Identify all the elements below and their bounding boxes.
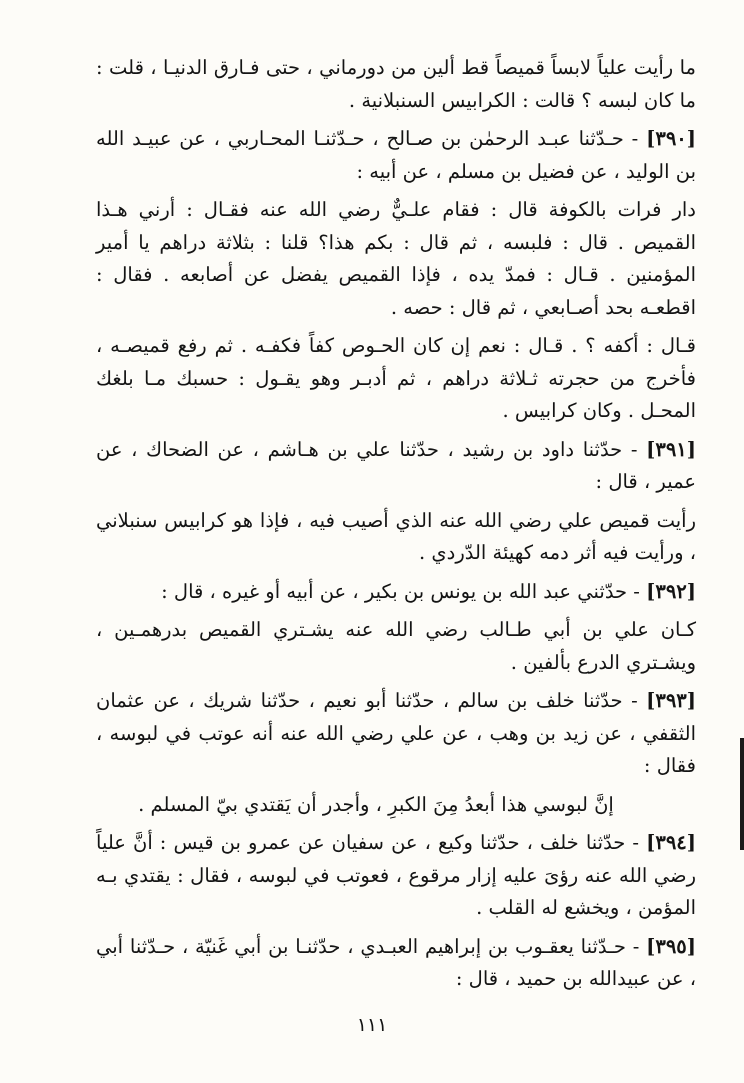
entry-392-number: [٣٩٢] [646,579,696,603]
scan-edge-mark [740,738,744,850]
entry-392-text: - حدّثني عبد الله بن يونس بن بكير ، عن أبيه أو غيره ، قال : [161,579,647,603]
paragraph-6-text: رأيت قميص علي رضي الله عنه الذي أصيب فيه ، فإذا هو كرابيس سنبلاني ، ورأيت فيه أثر دمه كهيئة الدّردي . [96,508,696,564]
paragraph-8 [96,614,696,679]
page-text [96,52,696,1002]
entry-392 [96,576,696,609]
paragraph-4-text: قـال : أكفه ؟ . قـال : نعم إن كان الحـوص كفاً فكفـه . ثم رفع قميصـه ، فأخرج من حجرته ثـلاثة دراهم ، ثم أدبـر وهو يقـول : حسبك مـا بلغك المحـل . وكان كرابيس . [96,334,696,422]
quote-paragraph [96,789,696,822]
entry-395 [96,931,696,996]
quote-text: إنَّ لبوسي هذا أبعدُ مِنَ الكبرِ ، وأجدر أن يَقتدي بيّ المسلم . [138,792,614,816]
paragraph-6 [96,505,696,570]
entry-390-number: [٣٩٠] [646,127,696,150]
page-number: ١١١ [356,1014,388,1036]
entry-393-number: [٣٩٣] [646,689,696,712]
paragraph-8-text: كـان علي بن أبي طـالب رضي الله عنه يشـتري القميص بدرهمـين ، ويشـتري الدرع بألفين . [96,618,696,674]
entry-395-text: - حـدّثنا يعقـوب بن إبراهيم العبـدي ، حدّثنـا بن أبي غَنيّة ، حـدّثنا أبي ، عن عبيدالله بن حميد ، قال : [96,934,696,990]
entry-390 [96,123,696,188]
entry-394-text: - حدّثنا خلف ، حدّثنا وكيع ، عن سفيان عن عمرو بن قيس : أنَّ علياً رضي الله عنه رؤىَ عليه إزار مرقوع ، فعوتب في لبوسه ، فقال : يقتدي بـه المؤمن ، ويخشع له القلب . [96,831,696,919]
entry-394 [96,827,696,925]
entry-394-number: [٣٩٤] [646,831,696,854]
paragraph-3-text: دار فرات بالكوفة قال : فقام علـيٌّ رضي الله عنه فقـال : أرني هـذا القميص . قال : فلبسه ، ثم قال : بكم هذا؟ قلنا : بثلاثة دراهم يا أمير المؤمنين . قـال : فمدّ يده ، فإذا القميص يفضل عن أصابعه . فقال : اقطعـه بحد أصـابعي ، ثم قال : حصه . [96,198,696,319]
entry-393-text: - حدّثنا خلف بن سالم ، حدّثنا أبو نعيم ، حدّثنا شريك ، عن عثمان الثقفي ، عن زيد بن وهب ، عن علي رضي الله عنه أنه عوتب في لبوسه ، فقال : [96,689,696,777]
entry-390-text: - حـدّثنا عبـد الرحمٰن بن صـالح ، حـدّثنـا المحـاربي ، عن عبيـد الله بن الوليد ، عن فضيل بن مسلم ، عن أبيه : [96,127,696,183]
entry-395-number: [٣٩٥] [646,934,696,958]
paragraph-1-text: ما رأيت علياً لابساً قميصاً قط ألين من دورماني ، حتى فـارق الدنيـا ، قلت : ما كان لبسه ؟ قالت : الكرابيس السنبلانية . [96,56,696,112]
paragraph-1 [96,52,696,117]
entry-393 [96,685,696,783]
entry-391 [96,434,696,499]
entry-391-text: - حدّثنا داود بن رشيد ، حدّثنا علي بن هـاشم ، عن الضحاك ، عن عمير ، قال : [96,437,696,493]
entry-391-number: [٣٩١] [646,437,696,461]
paragraph-3 [96,194,696,324]
paragraph-4 [96,330,696,428]
